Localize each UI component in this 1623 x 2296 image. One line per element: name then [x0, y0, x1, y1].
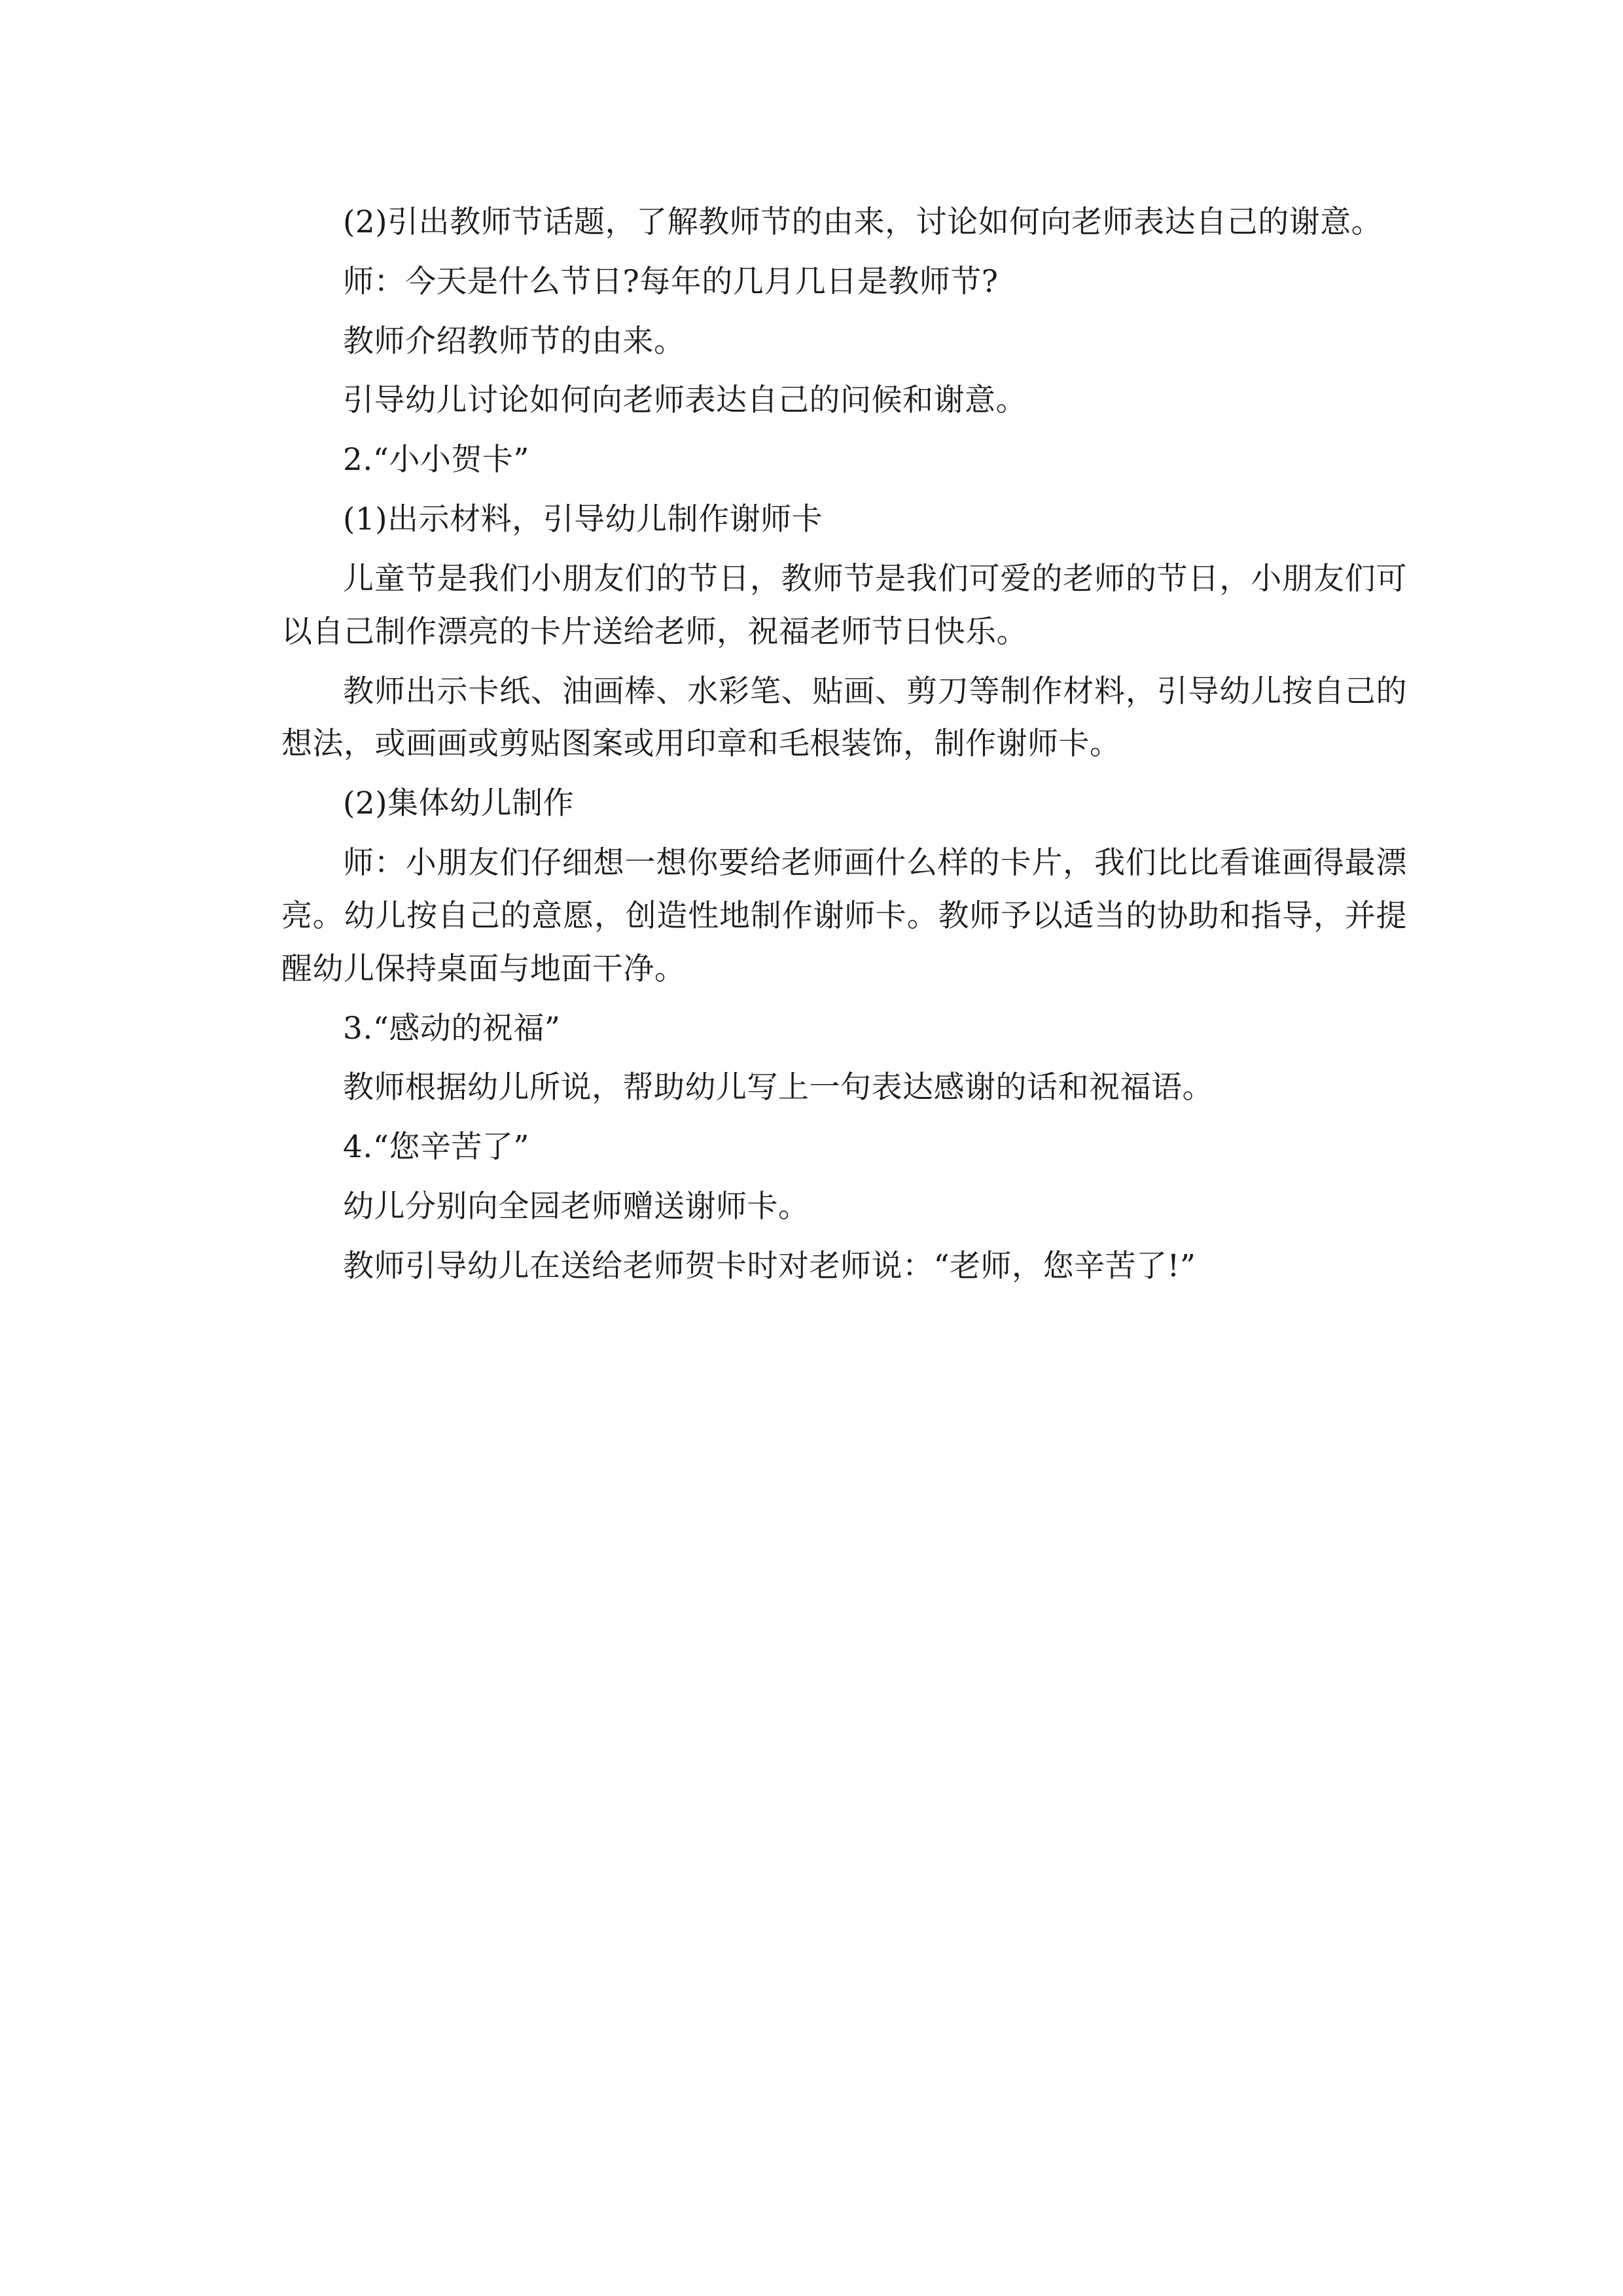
paragraph: 教师介绍教师节的由来。 [343, 323, 685, 359]
document-body [281, 196, 1407, 1293]
paragraph: 师：今天是什么节日?每年的几月几日是教师节? [343, 263, 999, 300]
paragraph: 教师出示卡纸、油画棒、水彩笔、贴画、剪刀等制作材料，引导幼儿按自己的想法，或画画或剪贴图案或用印章和毛根装饰，制作谢师卡。 [281, 673, 1407, 762]
paragraph: 2.“小小贺卡” [343, 442, 529, 478]
paragraph: 儿童节是我们小朋友们的节日，教师节是我们可爱的老师的节日，小朋友们可以自己制作漂亮的卡片送给老师，祝福老师节日快乐。 [281, 560, 1407, 650]
paragraph: (2)引出教师节话题，了解教师节的由来，讨论如何向老师表达自己的谢意。 [343, 204, 1383, 240]
paragraph: 引导幼儿讨论如何向老师表达自己的问候和谢意。 [343, 382, 1027, 419]
paragraph: (1)出示材料，引导幼儿制作谢师卡 [343, 501, 823, 538]
paragraph: 3.“感动的祝福” [343, 1010, 561, 1047]
paragraph: (2)集体幼儿制作 [343, 785, 575, 822]
paragraph: 教师引导幼儿在送给老师贺卡时对老师说：“老师，您辛苦了!” [343, 1247, 1196, 1284]
paragraph: 4.“您辛苦了” [343, 1129, 529, 1166]
paragraph: 教师根据幼儿所说，帮助幼儿写上一句表达感谢的话和祝福语。 [343, 1069, 1213, 1106]
paragraph: 幼儿分别向全园老师赠送谢师卡。 [343, 1189, 810, 1225]
paragraph: 师：小朋友们仔细想一想你要给老师画什么样的卡片，我们比比看谁画得最漂亮。幼儿按自己的意愿，创造性地制作谢师卡。教师予以适当的协助和指导，并提醒幼儿保持桌面与地面干净。 [281, 845, 1407, 987]
